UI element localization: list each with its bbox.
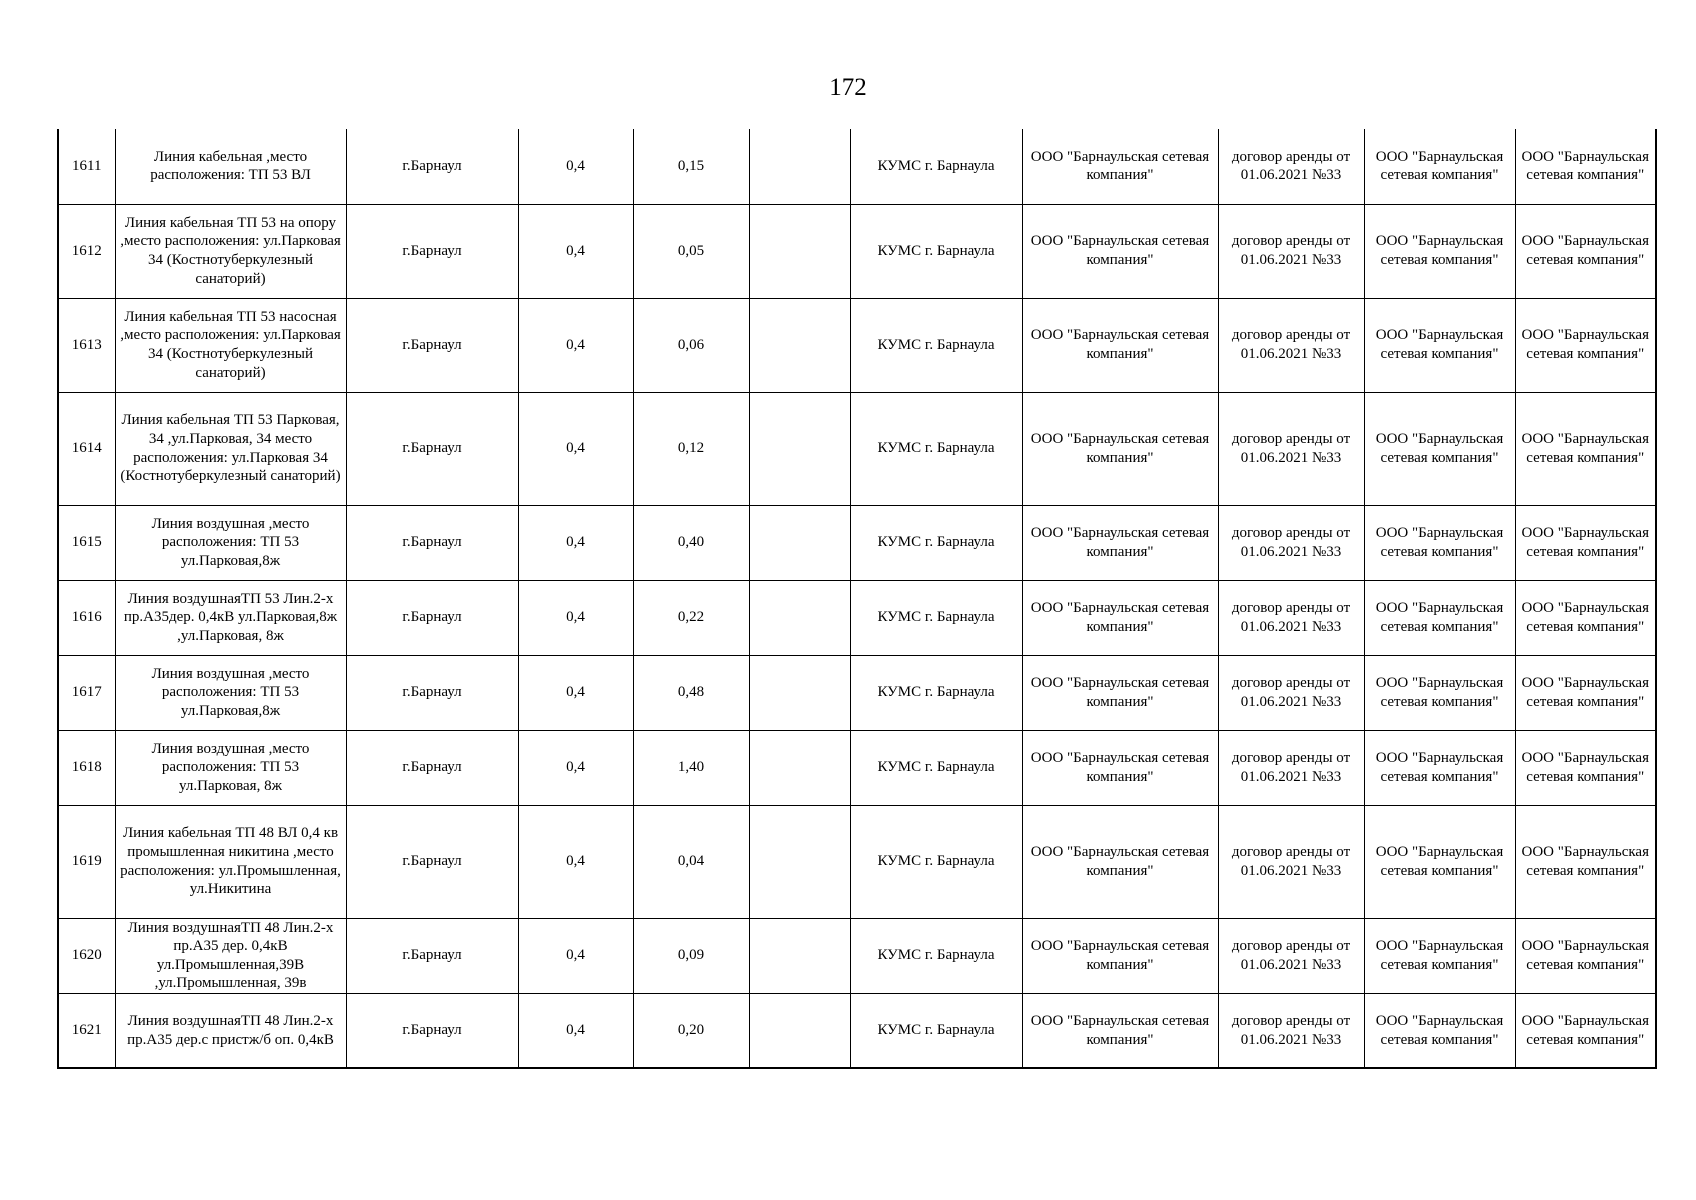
owner-name: КУМС г. Барнаула	[877, 242, 995, 259]
holder-name-cell	[1515, 505, 1656, 580]
table-row	[58, 918, 1656, 993]
contract-info: договор аренды от 01.06.2021 №33	[1231, 749, 1351, 785]
owner-name-cell	[850, 730, 1022, 805]
object-name: Линия кабельная ТП 53 на опору ,место расположения: ул.Парковая 34 (Костнотуберкулезный санаторий)	[120, 214, 341, 287]
object-name: Линия воздушная ,место расположения: ТП 53 ул.Парковая, 8ж	[151, 740, 310, 794]
tenant-name: ООО "Барнаульская сетевая компания"	[1375, 674, 1504, 710]
location-city-cell	[346, 655, 518, 730]
length-value-cell	[633, 918, 749, 993]
row-number-cell	[58, 655, 115, 730]
tenant-name-cell	[1364, 580, 1515, 655]
object-name-cell	[115, 730, 346, 805]
voltage-value: 0,4	[566, 157, 585, 174]
holder-name: ООО "Барнаульская сетевая компания"	[1521, 233, 1649, 268]
object-name: Линия воздушнаяТП 48 Лин.2-х пр.А35 дер. 0,4кВ ул.Промышленная,39В ,ул.Промышленная, 39в	[127, 919, 334, 992]
operator-name-cell	[1022, 392, 1218, 505]
voltage-value-cell	[518, 805, 633, 918]
operator-name-cell	[1022, 655, 1218, 730]
empty-cell-cell	[749, 505, 850, 580]
voltage-value-cell	[518, 655, 633, 730]
row-number: 1612	[71, 242, 102, 259]
object-name-cell	[115, 805, 346, 918]
operator-name-cell	[1022, 918, 1218, 993]
owner-name: КУМС г. Барнаула	[877, 1022, 995, 1039]
voltage-value-cell	[518, 505, 633, 580]
row-number: 1615	[71, 534, 102, 551]
operator-name: ООО "Барнаульская сетевая компания"	[1030, 599, 1210, 635]
tenant-name: ООО "Барнаульская сетевая компания"	[1375, 233, 1504, 268]
empty-cell-cell	[749, 298, 850, 392]
object-name-cell	[115, 505, 346, 580]
length-value-cell	[633, 204, 749, 298]
row-number: 1621	[71, 1022, 102, 1039]
operator-name-cell	[1022, 129, 1218, 204]
table-row	[58, 993, 1656, 1068]
table-row	[58, 805, 1656, 918]
table-row	[58, 204, 1656, 298]
voltage-value: 0,4	[566, 759, 585, 776]
voltage-value: 0,4	[566, 684, 585, 701]
contract-info-cell	[1218, 392, 1364, 505]
location-city: г.Барнаул	[402, 609, 462, 626]
length-value-cell	[633, 655, 749, 730]
tenant-name: ООО "Барнаульская сетевая компания"	[1375, 843, 1504, 879]
operator-name: ООО "Барнаульская сетевая компания"	[1030, 327, 1210, 362]
contract-info: договор аренды от 01.06.2021 №33	[1231, 843, 1351, 879]
operator-name: ООО "Барнаульская сетевая компания"	[1030, 749, 1210, 785]
owner-name-cell	[850, 918, 1022, 993]
object-name-cell	[115, 580, 346, 655]
operator-name-cell	[1022, 805, 1218, 918]
object-name-cell	[115, 655, 346, 730]
holder-name: ООО "Барнаульская сетевая компания"	[1521, 938, 1649, 973]
contract-info-cell	[1218, 129, 1364, 204]
length-value: 0,15	[677, 157, 705, 174]
row-number: 1616	[71, 609, 102, 626]
empty-cell-cell	[749, 918, 850, 993]
owner-name: КУМС г. Барнаула	[877, 947, 995, 964]
holder-name: ООО "Барнаульская сетевая компания"	[1521, 327, 1649, 362]
length-value: 0,20	[677, 1022, 705, 1039]
contract-info: договор аренды от 01.06.2021 №33	[1231, 938, 1351, 973]
voltage-value-cell	[518, 993, 633, 1068]
holder-name-cell	[1515, 993, 1656, 1068]
object-name: Линия кабельная ТП 53 насосная ,место расположения: ул.Парковая 34 (Костнотуберкулезный санаторий)	[120, 308, 341, 381]
operator-name: ООО "Барнаульская сетевая компания"	[1030, 843, 1210, 879]
object-name: Линия кабельная ТП 53 Парковая, 34 ,ул.Парковая, 34 место расположения: ул.Парковая 34 (Костнотуберкулезный санаторий)	[120, 412, 341, 485]
object-name: Линия воздушная ,место расположения: ТП 53 ул.Парковая,8ж	[151, 515, 310, 569]
voltage-value-cell	[518, 730, 633, 805]
tenant-name: ООО "Барнаульская сетевая компания"	[1375, 599, 1504, 635]
operator-name: ООО "Барнаульская сетевая компания"	[1030, 233, 1210, 268]
holder-name-cell	[1515, 204, 1656, 298]
contract-info: договор аренды от 01.06.2021 №33	[1231, 233, 1351, 268]
holder-name: ООО "Барнаульская сетевая компания"	[1521, 524, 1649, 560]
length-value-cell	[633, 993, 749, 1068]
contract-info-cell	[1218, 505, 1364, 580]
tenant-name-cell	[1364, 918, 1515, 993]
holder-name: ООО "Барнаульская сетевая компания"	[1521, 148, 1649, 184]
location-city: г.Барнаул	[402, 534, 462, 551]
length-value-cell	[633, 298, 749, 392]
owner-name-cell	[850, 580, 1022, 655]
location-city-cell	[346, 993, 518, 1068]
holder-name: ООО "Барнаульская сетевая компания"	[1521, 1013, 1649, 1048]
empty-cell-cell	[749, 129, 850, 204]
operator-name-cell	[1022, 204, 1218, 298]
contract-info: договор аренды от 01.06.2021 №33	[1231, 148, 1351, 184]
voltage-value-cell	[518, 129, 633, 204]
location-city: г.Барнаул	[402, 1022, 462, 1039]
owner-name: КУМС г. Барнаула	[877, 684, 995, 701]
empty-cell-cell	[749, 392, 850, 505]
tenant-name-cell	[1364, 993, 1515, 1068]
owner-name: КУМС г. Барнаула	[877, 534, 995, 551]
tenant-name: ООО "Барнаульская сетевая компания"	[1375, 430, 1504, 466]
owner-name: КУМС г. Барнаула	[877, 609, 995, 626]
owner-name-cell	[850, 204, 1022, 298]
voltage-value: 0,4	[566, 609, 585, 626]
table-row	[58, 392, 1656, 505]
location-city: г.Барнаул	[402, 684, 462, 701]
voltage-value-cell	[518, 204, 633, 298]
table-row	[58, 730, 1656, 805]
row-number-cell	[58, 580, 115, 655]
operator-name: ООО "Барнаульская сетевая компания"	[1030, 674, 1210, 710]
row-number-cell	[58, 392, 115, 505]
empty-cell-cell	[749, 730, 850, 805]
voltage-value: 0,4	[566, 853, 585, 870]
length-value: 0,05	[677, 242, 705, 259]
row-number: 1611	[72, 157, 102, 174]
operator-name: ООО "Барнаульская сетевая компания"	[1030, 1013, 1210, 1048]
length-value-cell	[633, 580, 749, 655]
location-city: г.Барнаул	[402, 853, 462, 870]
contract-info-cell	[1218, 580, 1364, 655]
object-name-cell	[115, 204, 346, 298]
operator-name: ООО "Барнаульская сетевая компания"	[1030, 938, 1210, 973]
row-number: 1613	[71, 336, 102, 353]
length-value: 0,09	[677, 947, 705, 964]
object-name-cell	[115, 129, 346, 204]
voltage-value-cell	[518, 918, 633, 993]
operator-name-cell	[1022, 298, 1218, 392]
tenant-name: ООО "Барнаульская сетевая компания"	[1375, 938, 1504, 973]
operator-name-cell	[1022, 730, 1218, 805]
table-row	[58, 298, 1656, 392]
contract-info-cell	[1218, 655, 1364, 730]
owner-name-cell	[850, 392, 1022, 505]
holder-name: ООО "Барнаульская сетевая компания"	[1521, 599, 1649, 635]
voltage-value: 0,4	[566, 242, 585, 259]
contract-info-cell	[1218, 918, 1364, 993]
voltage-value: 0,4	[566, 947, 585, 964]
tenant-name-cell	[1364, 129, 1515, 204]
table-row	[58, 505, 1656, 580]
tenant-name-cell	[1364, 204, 1515, 298]
location-city-cell	[346, 918, 518, 993]
tenant-name: ООО "Барнаульская сетевая компания"	[1375, 327, 1504, 362]
voltage-value: 0,4	[566, 440, 585, 457]
operator-name-cell	[1022, 993, 1218, 1068]
object-name-cell	[115, 392, 346, 505]
row-number-cell	[58, 505, 115, 580]
tenant-name: ООО "Барнаульская сетевая компания"	[1375, 1013, 1504, 1048]
row-number: 1614	[71, 440, 102, 457]
voltage-value-cell	[518, 580, 633, 655]
row-number: 1617	[71, 684, 102, 701]
contract-info-cell	[1218, 204, 1364, 298]
owner-name: КУМС г. Барнаула	[877, 440, 995, 457]
owner-name: КУМС г. Барнаула	[877, 336, 995, 353]
contract-info-cell	[1218, 730, 1364, 805]
object-name-cell	[115, 298, 346, 392]
object-name: Линия кабельная ТП 48 ВЛ 0,4 кв промышленная никитина ,место расположения: ул.Промышленная, ул.Никитина	[120, 825, 341, 898]
voltage-value: 0,4	[566, 1022, 585, 1039]
owner-name-cell	[850, 805, 1022, 918]
row-number: 1619	[71, 853, 102, 870]
contract-info: договор аренды от 01.06.2021 №33	[1231, 674, 1351, 710]
length-value-cell	[633, 805, 749, 918]
length-value-cell	[633, 129, 749, 204]
owner-name: КУМС г. Барнаула	[877, 157, 995, 174]
row-number-cell	[58, 730, 115, 805]
length-value: 0,06	[677, 336, 705, 353]
owner-name-cell	[850, 655, 1022, 730]
length-value-cell	[633, 392, 749, 505]
object-name: Линия кабельная ,место расположения: ТП 53 ВЛ	[150, 148, 311, 184]
owner-name-cell	[850, 298, 1022, 392]
contract-info-cell	[1218, 805, 1364, 918]
location-city: г.Барнаул	[402, 242, 462, 259]
tenant-name-cell	[1364, 730, 1515, 805]
location-city: г.Барнаул	[402, 947, 462, 964]
location-city-cell	[346, 392, 518, 505]
holder-name-cell	[1515, 129, 1656, 204]
object-name-cell	[115, 993, 346, 1068]
row-number-cell	[58, 993, 115, 1068]
tenant-name: ООО "Барнаульская сетевая компания"	[1375, 148, 1504, 184]
voltage-value: 0,4	[566, 336, 585, 353]
holder-name: ООО "Барнаульская сетевая компания"	[1521, 674, 1649, 710]
length-value: 0,40	[677, 534, 705, 551]
owner-name-cell	[850, 993, 1022, 1068]
holder-name-cell	[1515, 298, 1656, 392]
voltage-value: 0,4	[566, 534, 585, 551]
owner-name: КУМС г. Барнаула	[877, 759, 995, 776]
holder-name: ООО "Барнаульская сетевая компания"	[1521, 430, 1649, 466]
holder-name-cell	[1515, 918, 1656, 993]
tenant-name-cell	[1364, 655, 1515, 730]
owner-name-cell	[850, 129, 1022, 204]
length-value-cell	[633, 505, 749, 580]
table-row	[58, 129, 1656, 204]
holder-name-cell	[1515, 580, 1656, 655]
voltage-value-cell	[518, 298, 633, 392]
empty-cell-cell	[749, 204, 850, 298]
location-city-cell	[346, 805, 518, 918]
operator-name: ООО "Барнаульская сетевая компания"	[1030, 524, 1210, 560]
voltage-value-cell	[518, 392, 633, 505]
location-city-cell	[346, 204, 518, 298]
location-city: г.Барнаул	[402, 157, 462, 174]
length-value-cell	[633, 730, 749, 805]
location-city: г.Барнаул	[402, 759, 462, 776]
holder-name-cell	[1515, 730, 1656, 805]
row-number: 1620	[71, 947, 102, 964]
length-value: 0,22	[677, 609, 705, 626]
length-value: 1,40	[677, 759, 705, 776]
location-city: г.Барнаул	[402, 336, 462, 353]
row-number-cell	[58, 918, 115, 993]
empty-cell-cell	[749, 993, 850, 1068]
tenant-name-cell	[1364, 805, 1515, 918]
contract-info: договор аренды от 01.06.2021 №33	[1231, 524, 1351, 560]
row-number-cell	[58, 129, 115, 204]
operator-name: ООО "Барнаульская сетевая компания"	[1030, 148, 1210, 184]
holder-name-cell	[1515, 805, 1656, 918]
holder-name-cell	[1515, 392, 1656, 505]
tenant-name: ООО "Барнаульская сетевая компания"	[1375, 524, 1504, 560]
empty-cell-cell	[749, 655, 850, 730]
holder-name-cell	[1515, 655, 1656, 730]
tenant-name-cell	[1364, 298, 1515, 392]
object-name: Линия воздушнаяТП 48 Лин.2-х пр.А35 дер.с пристж/б оп. 0,4кВ	[127, 1013, 334, 1048]
empty-cell-cell	[749, 580, 850, 655]
operator-name-cell	[1022, 580, 1218, 655]
row-number-cell	[58, 298, 115, 392]
contract-info-cell	[1218, 993, 1364, 1068]
location-city-cell	[346, 505, 518, 580]
owner-name-cell	[850, 505, 1022, 580]
operator-name-cell	[1022, 505, 1218, 580]
registry-table	[57, 129, 1657, 1069]
row-number-cell	[58, 204, 115, 298]
holder-name: ООО "Барнаульская сетевая компания"	[1521, 843, 1649, 879]
tenant-name-cell	[1364, 392, 1515, 505]
length-value: 0,04	[677, 853, 705, 870]
contract-info: договор аренды от 01.06.2021 №33	[1231, 430, 1351, 466]
contract-info-cell	[1218, 298, 1364, 392]
location-city-cell	[346, 298, 518, 392]
location-city-cell	[346, 730, 518, 805]
contract-info: договор аренды от 01.06.2021 №33	[1231, 327, 1351, 362]
operator-name: ООО "Барнаульская сетевая компания"	[1030, 430, 1210, 466]
tenant-name: ООО "Барнаульская сетевая компания"	[1375, 749, 1504, 785]
empty-cell-cell	[749, 805, 850, 918]
page-number: 172	[829, 74, 867, 101]
contract-info: договор аренды от 01.06.2021 №33	[1231, 599, 1351, 635]
tenant-name-cell	[1364, 505, 1515, 580]
row-number-cell	[58, 805, 115, 918]
holder-name: ООО "Барнаульская сетевая компания"	[1521, 749, 1649, 785]
table-row	[58, 580, 1656, 655]
table-row	[58, 655, 1656, 730]
row-number: 1618	[71, 759, 102, 776]
registry-table-body	[58, 129, 1656, 1068]
length-value: 0,12	[677, 440, 705, 457]
length-value: 0,48	[677, 684, 705, 701]
location-city-cell	[346, 580, 518, 655]
owner-name: КУМС г. Барнаула	[877, 853, 995, 870]
location-city-cell	[346, 129, 518, 204]
contract-info: договор аренды от 01.06.2021 №33	[1231, 1013, 1351, 1048]
location-city: г.Барнаул	[402, 440, 462, 457]
object-name: Линия воздушная ,место расположения: ТП 53 ул.Парковая,8ж	[151, 665, 310, 719]
object-name: Линия воздушнаяТП 53 Лин.2-х пр.А35дер. 0,4кВ ул.Парковая,8ж ,ул.Парковая, 8ж	[123, 590, 338, 644]
object-name-cell	[115, 918, 346, 993]
